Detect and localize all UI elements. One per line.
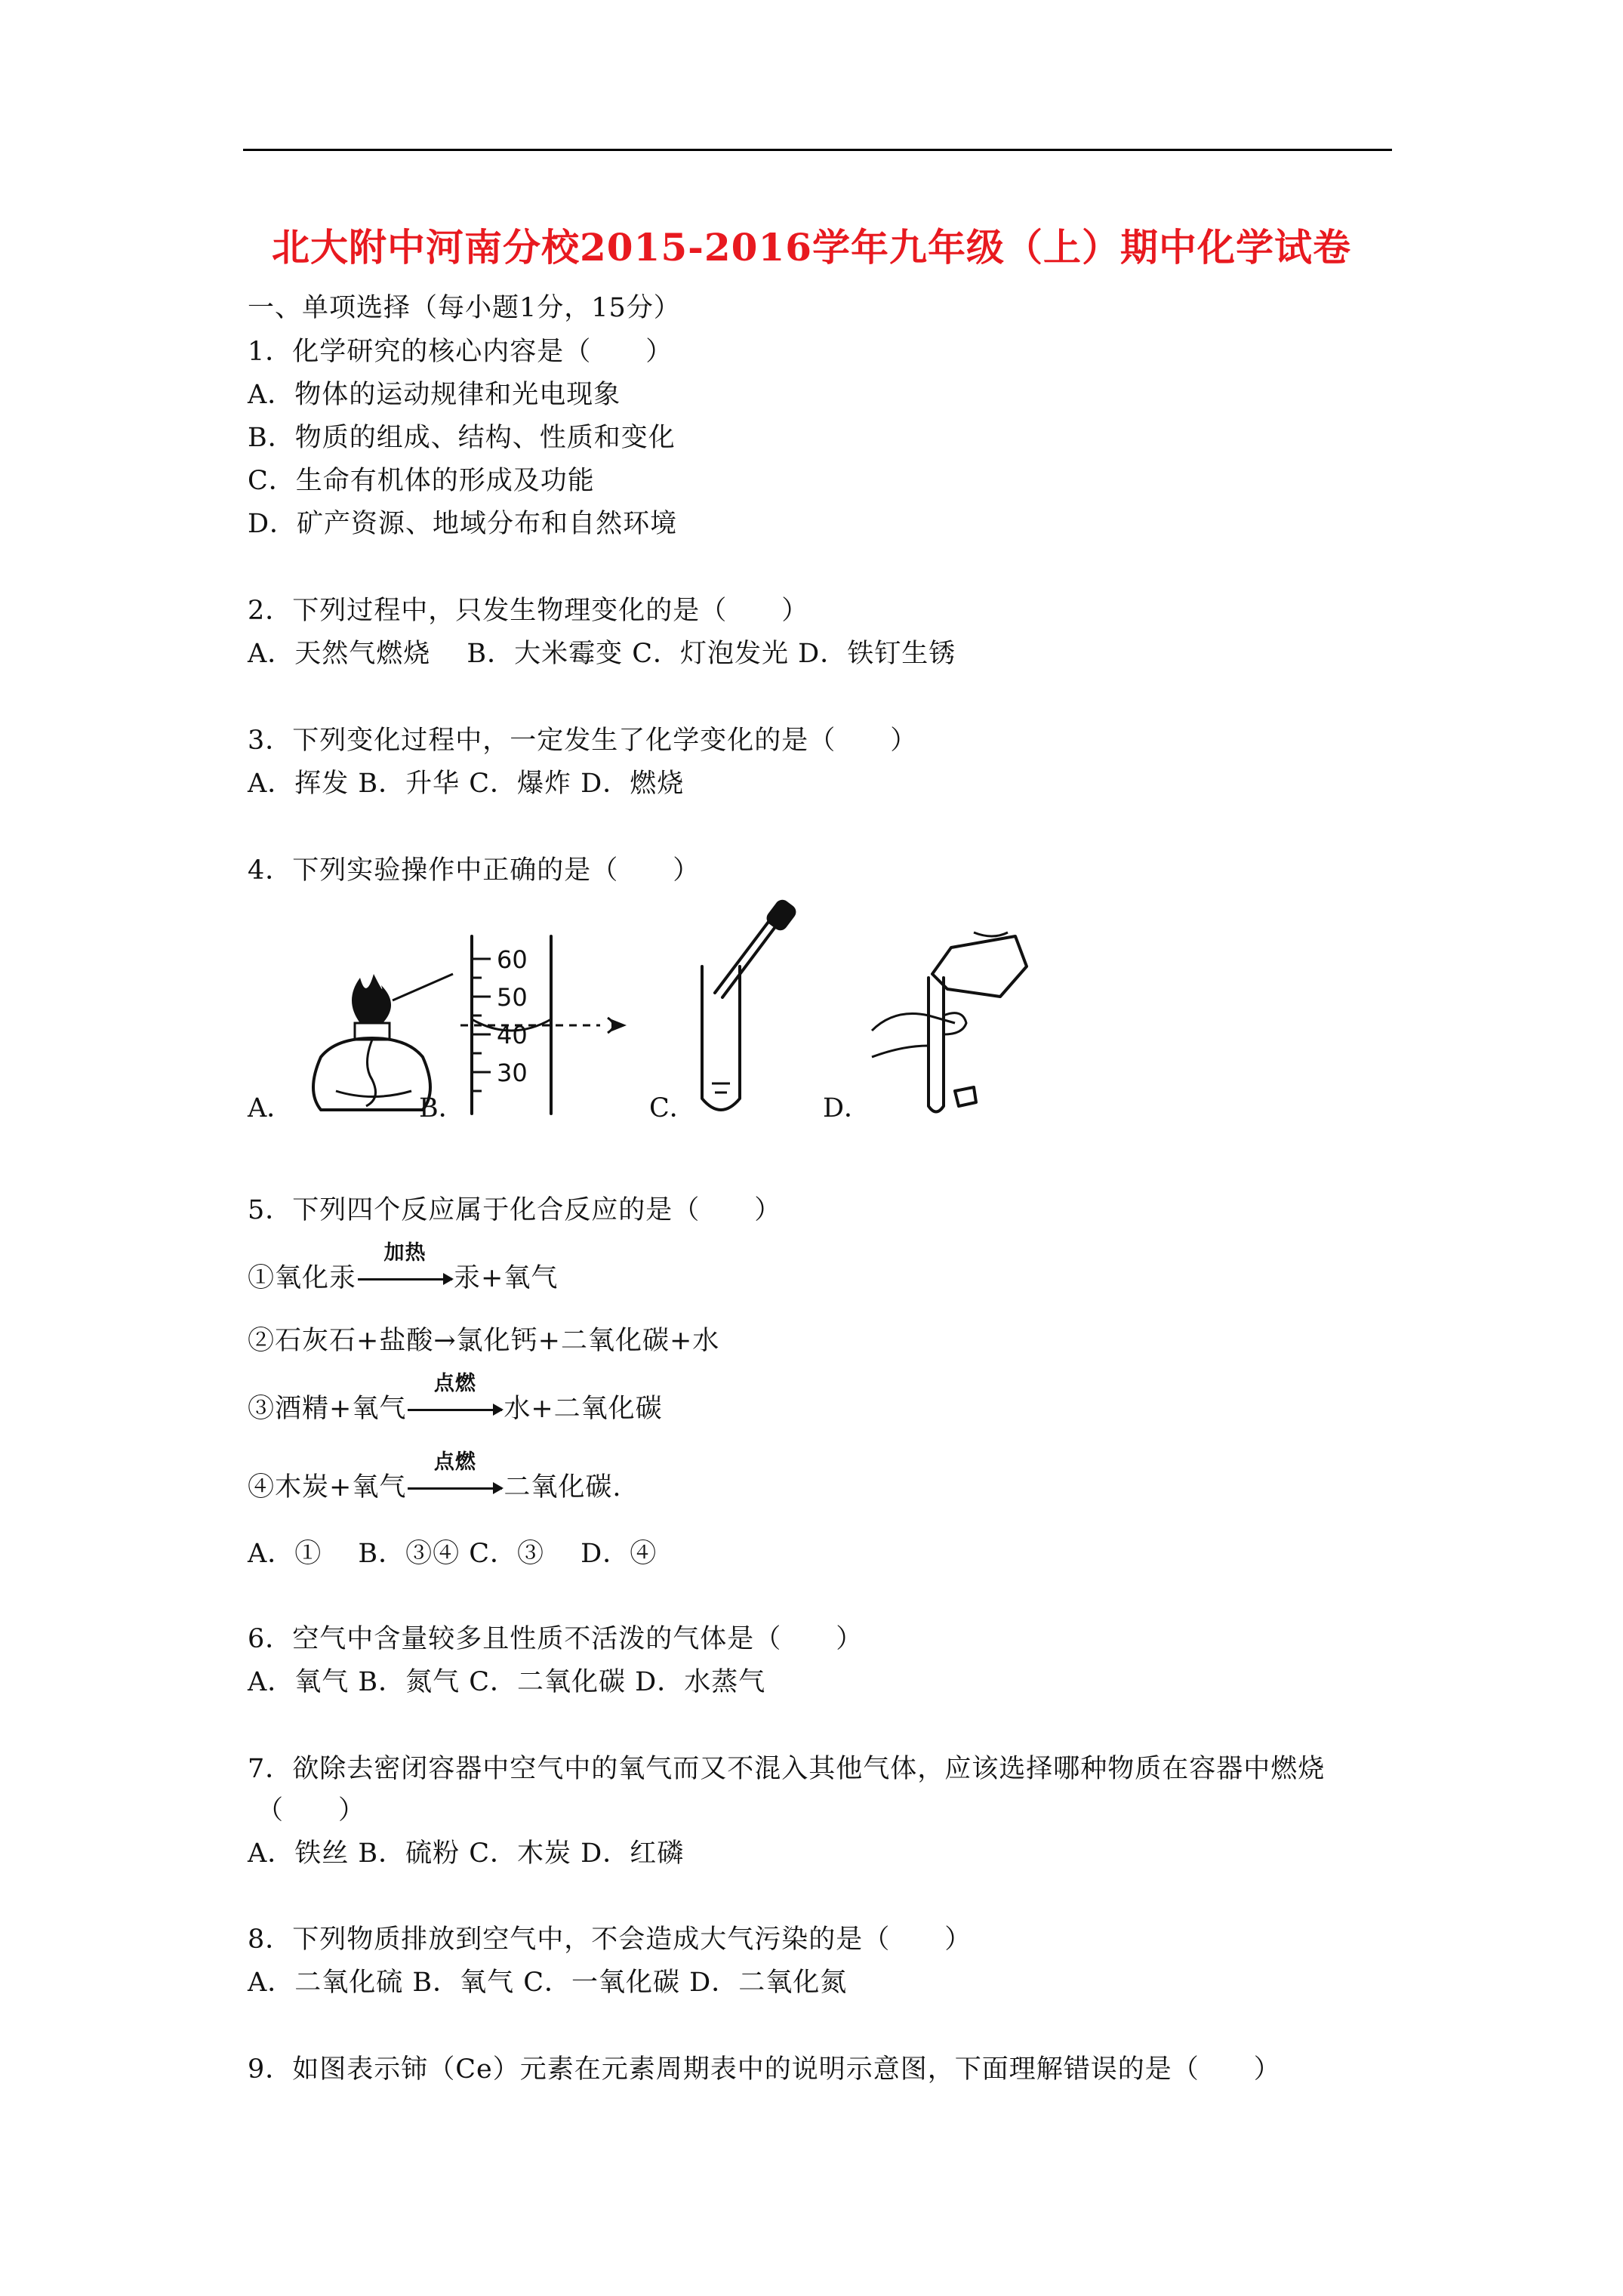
q3-options: A．挥发 B．升华 C．爆炸 D．燃烧 (248, 769, 685, 799)
reaction-arrow (356, 1241, 454, 1293)
q5-stem: 5．下列四个反应属于化合反应的是（ ） (248, 1195, 782, 1225)
graduated-cylinder-figure (460, 936, 649, 1117)
dropper-testtube-figure (683, 902, 804, 1121)
q4-label-a: A． (248, 1093, 294, 1123)
q5-r1-condition: 加热 (383, 1241, 427, 1265)
q5-reaction-4 (248, 1450, 622, 1504)
q1-stem: 1．化学研究的核心内容是（ ） (248, 337, 673, 367)
q3-stem: 3．下列变化过程中，一定发生了化学变化的是（ ） (248, 726, 918, 756)
q1-option-d: D．矿产资源、地域分布和自然环境 (248, 509, 678, 539)
q5-r1-left: ①氧化汞 (248, 1263, 357, 1293)
q4-stem: 4．下列实验操作中正确的是（ ） (248, 855, 701, 886)
pouring-liquid-figure (864, 932, 1034, 1117)
q5-reaction-3 (248, 1372, 663, 1425)
q1-option-a: A．物体的运动规律和光电现象 (248, 380, 621, 410)
tick-40: 40 (497, 1021, 528, 1049)
q5-r4-right: 二氧化碳. (504, 1472, 622, 1502)
tick-30: 30 (497, 1059, 528, 1087)
q6-options: A．氧气 B．氮气 C．二氧化碳 D．水蒸气 (248, 1667, 766, 1697)
q2-options: A．天然气燃烧 B．大米霉变 C．灯泡发光 D．铁钉生锈 (248, 639, 956, 669)
q6-stem: 6．空气中含量较多且性质不活泼的气体是（ ） (248, 1624, 864, 1654)
tick-50: 50 (497, 983, 528, 1012)
q5-r4-left: ④木炭+氧气 (248, 1472, 407, 1502)
q1-option-b: B．物质的组成、结构、性质和变化 (248, 423, 676, 453)
q4-label-d: D． (823, 1093, 871, 1123)
q5-r3-condition: 点燃 (433, 1372, 476, 1395)
page-title: 北大附中河南分校2015-2016学年九年级（上）期中化学试卷 (271, 225, 1352, 270)
q8-options: A．二氧化硫 B．氧气 C．一氧化碳 D．二氧化氮 (248, 1968, 848, 1998)
q5-r3-left: ③酒精+氧气 (248, 1394, 407, 1424)
section-heading: 一、单项选择（每小题1分，15分） (248, 293, 681, 323)
q7-options: A．铁丝 B．硫粉 C．木炭 D．红磷 (248, 1838, 685, 1869)
q2-stem: 2．下列过程中，只发生物理变化的是（ ） (248, 596, 809, 626)
q8-stem: 8．下列物质排放到空气中，不会造成大气污染的是（ ） (248, 1925, 972, 1955)
reaction-arrow (406, 1372, 504, 1424)
q5-reaction-2: ②石灰石+盐酸→氯化钙+二氧化碳+水 (248, 1326, 720, 1356)
q5-r1-right: 汞+氧气 (454, 1263, 559, 1293)
tick-60: 60 (497, 945, 528, 974)
q9-stem: 9．如图表示铈（Ce）元素在元素周期表中的说明示意图，下面理解错误的是（ ） (248, 2054, 1281, 2085)
q4-label-b: B． (419, 1093, 465, 1123)
q5-options: A．① B．③④ C．③ D．④ (248, 1539, 658, 1569)
q7-stem: 7．欲除去密闭容器中空气中的氧气而又不混入其他气体，应该选择哪种物质在容器中燃烧 (248, 1754, 1326, 1784)
q5-r3-right: 水+二氧化碳 (504, 1394, 663, 1424)
header-rule (243, 149, 1392, 151)
q4-label-c: C． (649, 1093, 696, 1123)
q1-option-c: C．生命有机体的形成及功能 (248, 466, 595, 496)
q5-r4-condition: 点燃 (433, 1450, 476, 1474)
q5-reaction-1 (248, 1241, 559, 1295)
reaction-arrow (406, 1450, 504, 1502)
q7-stem-bracket: （ ） (257, 1795, 366, 1826)
